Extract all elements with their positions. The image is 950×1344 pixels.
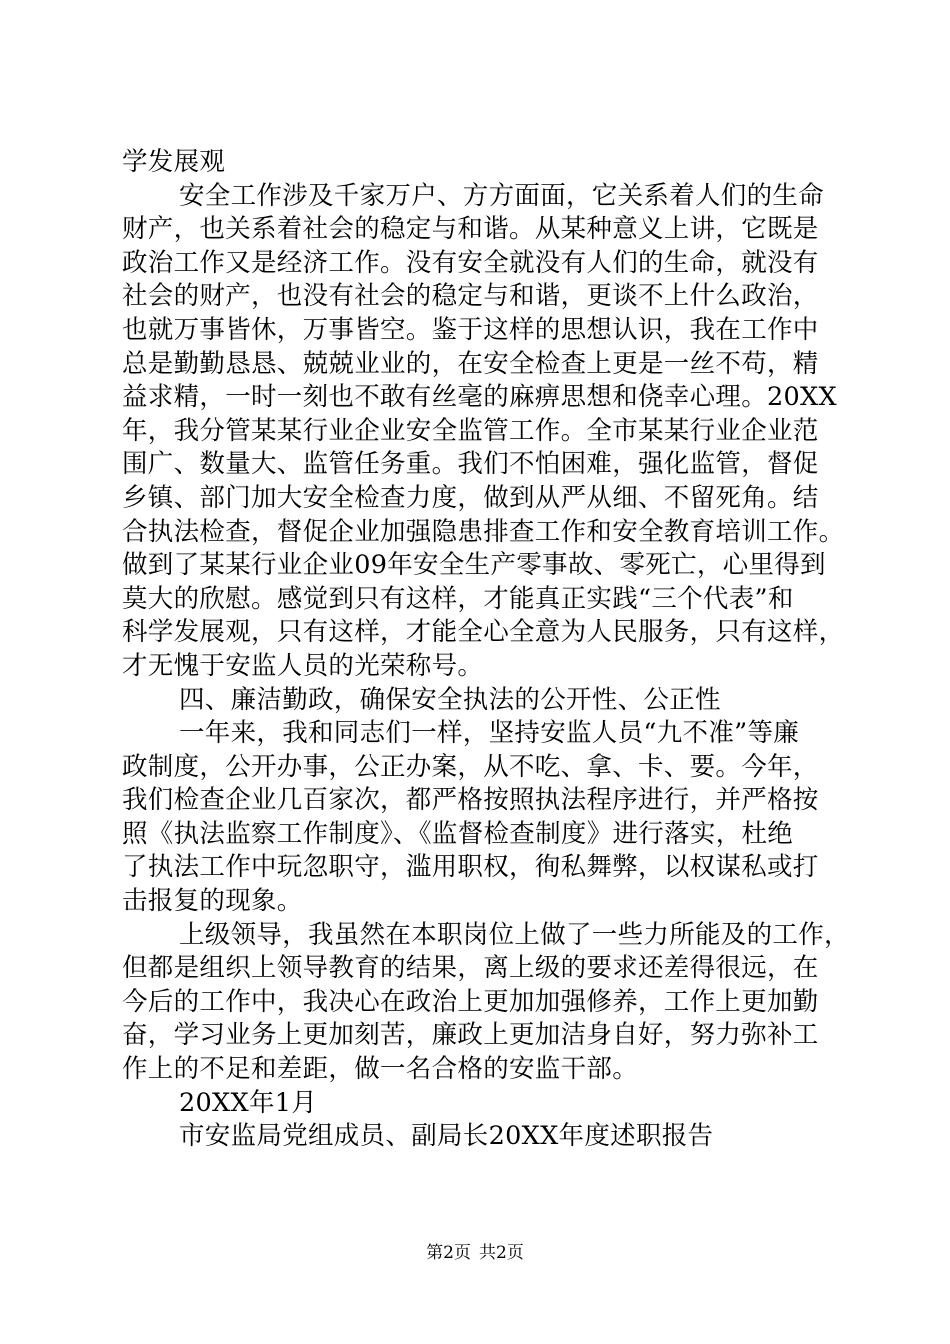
report-title-line: 市安监局党组成员、副局长20XX年度述职报告: [179, 1121, 714, 1152]
text-line: 社会的财产，也没有社会的稳定与和谐，更谈不上什么政治，: [122, 281, 819, 312]
text-line: 但都是组织上领导教育的结果，离上级的要求还差得很远，在: [122, 953, 819, 984]
text-line: 学发展观: [122, 147, 226, 177]
section-heading: 四、廉洁勤政，确保安全执法的公开性、公正性: [179, 684, 721, 715]
text-line: 乡镇、部门加大安全检查力度，做到从严从细、不留死角。结: [122, 482, 819, 513]
text-line: 财产，也关系着社会的稳定与和谐。从某种意义上讲，它既是: [122, 214, 819, 245]
text-line: 做到了某某行业企业09年安全生产零事故、零死亡，心里得到: [122, 550, 826, 581]
text-line: 照《执法监察工作制度》、《监督检查制度》进行落实，杜绝: [122, 818, 794, 849]
text-line: 科学发展观，只有这样，才能全心全意为人民服务，只有这样，: [122, 617, 845, 648]
text-line: 莫大的欣慰。感觉到只有这样，才能真正实践“三个代表”和: [122, 583, 794, 614]
document-body: [122, 146, 850, 1154]
text-line: 奋，学习业务上更加刻苦，廉政上更加洁身自好，努力弥补工: [122, 1020, 819, 1051]
text-line: 围广、数量大、监管任务重。我们不怕困难，强化监管，督促: [122, 449, 819, 480]
page-footer: [0, 1242, 950, 1264]
date-line: 20XX年1月: [179, 1087, 318, 1118]
text-line: 也就万事皆休，万事皆空。鉴于这样的思想认识，我在工作中: [122, 314, 819, 345]
text-line: 了执法工作中玩忽职守，滥用职权，徇私舞弊，以权谋私或打: [122, 852, 819, 883]
page-number-total: 共2页: [479, 1243, 524, 1263]
text-line: 合执法检查，督促企业加强隐患排查工作和安全教育培训工作。: [122, 516, 845, 547]
paragraph-start-line: 上级领导，我虽然在本职岗位上做了一些力所能及的工作，: [179, 919, 850, 950]
text-line: 年，我分管某某行业企业安全监管工作。全市某某行业企业范: [122, 415, 819, 446]
paragraph-start-line: 一年来，我和同志们一样，坚持安监人员“九不准”等廉: [179, 718, 800, 749]
text-line: 今后的工作中，我决心在政治上更加加强修养，工作上更加勤: [122, 986, 819, 1017]
text-line: 我们检查企业几百家次，都严格按照执法程序进行，并严格按: [122, 785, 819, 816]
text-line: 击报复的现象。: [122, 886, 303, 917]
page-number-current: 第2页: [426, 1243, 471, 1263]
text-line: 政制度，公开办事，公正办案，从不吃、拿、卡、要。今年，: [122, 751, 819, 782]
text-line: 政治工作又是经济工作。没有安全就没有人们的生命，就没有: [122, 247, 819, 278]
text-line: 总是勤勤恳恳、兢兢业业的，在安全检查上更是一丝不苟，精: [122, 348, 819, 379]
text-line: 益求精，一时一刻也不敢有丝毫的麻痹思想和侥幸心理。20XX: [122, 382, 837, 413]
text-line: 作上的不足和差距，做一名合格的安监干部。: [122, 1054, 639, 1085]
paragraph-start-line: 安全工作涉及千家万户、方方面面，它关系着人们的生命: [179, 180, 825, 211]
text-line: 才无愧于安监人员的光荣称号。: [122, 650, 484, 681]
